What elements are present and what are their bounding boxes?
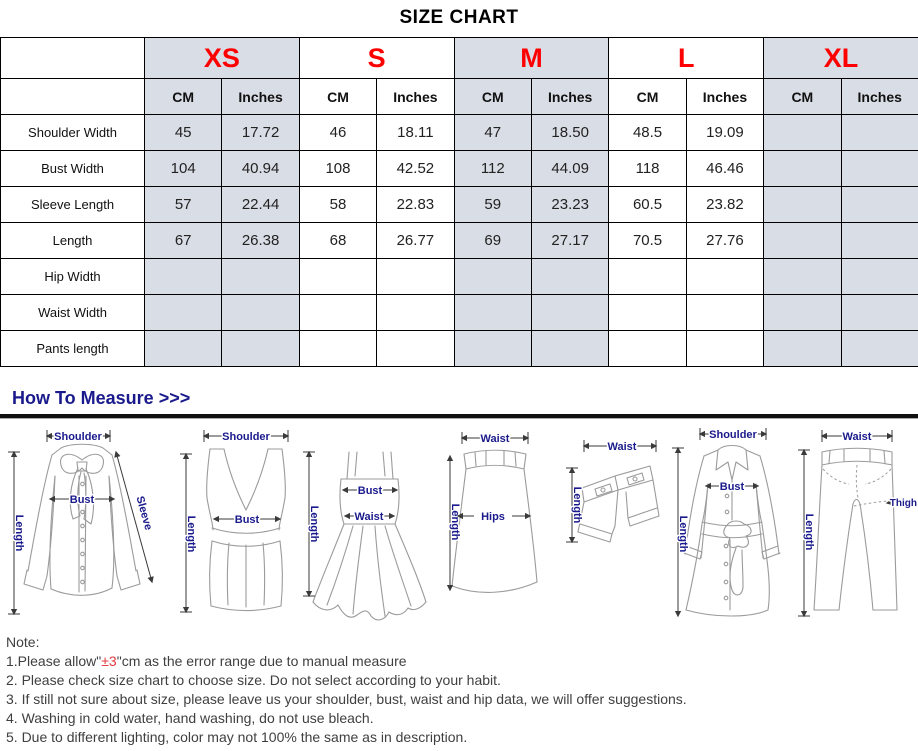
corner-cell — [1, 38, 145, 79]
value-cell — [222, 295, 299, 331]
value-cell — [377, 331, 454, 367]
skirt-length-label: Length — [449, 503, 461, 541]
note-line-1: 1.Please allow"±3"cm as the error range due to manual measure — [6, 653, 407, 669]
value-cell — [841, 115, 918, 151]
size-header-xs: XS — [145, 38, 300, 79]
note-line-5: 5. Due to different lighting, color may not 100% the same as in description. — [6, 729, 468, 745]
table-row — [1, 295, 918, 331]
value-cell: 57 — [145, 187, 222, 223]
value-cell: 67 — [145, 223, 222, 259]
value-cell — [222, 331, 299, 367]
note-line-4: 4. Washing in cold water, hand washing, do not use bleach. — [6, 710, 374, 726]
blouse-drawing — [0, 424, 172, 624]
notes-title: Note: — [6, 634, 40, 650]
shorts-figure — [542, 424, 662, 624]
tank-top-figure — [172, 424, 297, 624]
row-label: Length — [1, 223, 145, 259]
value-cell — [609, 331, 686, 367]
value-cell: 19.09 — [686, 115, 763, 151]
unit-header-cm: CM — [454, 79, 531, 115]
value-cell: 23.82 — [686, 187, 763, 223]
value-cell — [764, 259, 841, 295]
value-cell — [609, 259, 686, 295]
value-cell: 48.5 — [609, 115, 686, 151]
unit-header-cm: CM — [764, 79, 841, 115]
row-label: Waist Width — [1, 295, 145, 331]
value-cell: 60.5 — [609, 187, 686, 223]
value-cell — [764, 151, 841, 187]
unit-header-row — [1, 79, 918, 115]
how-to-measure-heading: How To Measure >>> — [12, 388, 191, 408]
value-cell: 27.76 — [686, 223, 763, 259]
unit-header-inches: Inches — [841, 79, 918, 115]
value-cell — [454, 331, 531, 367]
table-row — [1, 115, 918, 151]
value-cell — [531, 331, 608, 367]
unit-header-inches: Inches — [531, 79, 608, 115]
value-cell: 42.52 — [377, 151, 454, 187]
size-header-row — [1, 38, 918, 79]
page-title: SIZE CHART — [399, 7, 519, 28]
value-cell — [222, 259, 299, 295]
blouse-shoulder-label: Shoulder — [54, 431, 102, 443]
value-cell: 45 — [145, 115, 222, 151]
value-cell — [764, 223, 841, 259]
coat-figure — [662, 424, 792, 624]
table-row — [1, 151, 918, 187]
dress-waist-label: Waist — [354, 511, 384, 523]
value-cell — [841, 187, 918, 223]
value-cell: 18.11 — [377, 115, 454, 151]
value-cell: 58 — [299, 187, 376, 223]
value-cell: 17.72 — [222, 115, 299, 151]
value-cell — [764, 187, 841, 223]
value-cell: 22.44 — [222, 187, 299, 223]
value-cell — [377, 295, 454, 331]
value-cell — [454, 259, 531, 295]
value-cell: 40.94 — [222, 151, 299, 187]
value-cell: 46.46 — [686, 151, 763, 187]
value-cell — [531, 259, 608, 295]
value-cell: 70.5 — [609, 223, 686, 259]
value-cell — [841, 151, 918, 187]
table-row — [1, 331, 918, 367]
skirt-drawing — [442, 424, 542, 624]
size-header-l: L — [609, 38, 764, 79]
coat-bust-label: Bust — [719, 481, 745, 493]
unit-header-cm: CM — [299, 79, 376, 115]
value-cell — [764, 331, 841, 367]
dress-figure — [297, 424, 442, 624]
size-header-xl: XL — [764, 38, 918, 79]
value-cell — [764, 115, 841, 151]
value-cell: 47 — [454, 115, 531, 151]
pants-thigh-label: Thigh — [889, 498, 917, 509]
pants-length-label: Length — [803, 513, 815, 551]
value-cell — [377, 259, 454, 295]
tank-top-drawing — [172, 424, 297, 624]
value-cell — [299, 295, 376, 331]
tank-length-label: Length — [185, 515, 197, 553]
value-cell — [841, 331, 918, 367]
skirt-hips-label: Hips — [481, 511, 505, 523]
pants-figure — [792, 424, 918, 624]
value-cell: 104 — [145, 151, 222, 187]
value-cell — [686, 295, 763, 331]
pants-drawing — [792, 424, 918, 624]
table-row — [1, 259, 918, 295]
unit-header-inches: Inches — [377, 79, 454, 115]
value-cell — [686, 259, 763, 295]
coat-shoulder-label: Shoulder — [709, 429, 757, 441]
blouse-sleeve-label: Sleeve — [133, 494, 155, 532]
row-label: Sleeve Length — [1, 187, 145, 223]
value-cell: 112 — [454, 151, 531, 187]
blouse-length-label: Length — [13, 514, 25, 552]
value-cell: 23.23 — [531, 187, 608, 223]
value-cell: 26.38 — [222, 223, 299, 259]
unit-header-inches: Inches — [686, 79, 763, 115]
value-cell: 46 — [299, 115, 376, 151]
skirt-waist-label: Waist — [480, 433, 510, 445]
value-cell — [299, 331, 376, 367]
measurement-figures — [0, 424, 918, 624]
blouse-bust-label: Bust — [69, 494, 95, 506]
table-row — [1, 223, 918, 259]
unit-header-inches: Inches — [222, 79, 299, 115]
value-cell: 69 — [454, 223, 531, 259]
value-cell: 68 — [299, 223, 376, 259]
value-cell — [841, 223, 918, 259]
shorts-length-label: Length — [571, 486, 583, 524]
row-label: Hip Width — [1, 259, 145, 295]
skirt-figure — [442, 424, 542, 624]
value-cell: 27.17 — [531, 223, 608, 259]
dress-length-label: Length — [308, 505, 320, 543]
notes-block — [6, 633, 918, 747]
value-cell: 44.09 — [531, 151, 608, 187]
tank-bust-label: Bust — [234, 514, 260, 526]
value-cell: 59 — [454, 187, 531, 223]
value-cell — [299, 259, 376, 295]
value-cell — [686, 331, 763, 367]
unit-header-cm: CM — [145, 79, 222, 115]
size-header-s: S — [299, 38, 454, 79]
tank-shoulder-label: Shoulder — [222, 431, 270, 443]
size-header-m: M — [454, 38, 609, 79]
divider-rule — [0, 414, 918, 419]
row-label: Pants length — [1, 331, 145, 367]
value-cell — [145, 295, 222, 331]
value-cell — [841, 295, 918, 331]
value-cell: 26.77 — [377, 223, 454, 259]
value-cell — [454, 295, 531, 331]
note-line-2: 2. Please check size chart to choose size. Do not select according to your habit. — [6, 672, 501, 688]
value-cell — [764, 295, 841, 331]
value-cell — [609, 295, 686, 331]
value-cell: 118 — [609, 151, 686, 187]
dress-drawing — [297, 424, 442, 624]
value-cell — [531, 295, 608, 331]
dress-bust-label: Bust — [357, 485, 383, 497]
note-highlight: ±3 — [101, 653, 117, 669]
row-label: Shoulder Width — [1, 115, 145, 151]
unit-header-cm: CM — [609, 79, 686, 115]
value-cell: 22.83 — [377, 187, 454, 223]
value-cell — [841, 259, 918, 295]
size-chart-table — [0, 37, 918, 367]
corner-cell — [1, 79, 145, 115]
coat-drawing — [662, 424, 792, 624]
coat-length-label: Length — [677, 515, 689, 553]
value-cell — [145, 259, 222, 295]
blouse-figure — [0, 424, 172, 624]
pants-waist-label: Waist — [842, 431, 872, 443]
value-cell: 108 — [299, 151, 376, 187]
row-label: Bust Width — [1, 151, 145, 187]
shorts-waist-label: Waist — [607, 441, 637, 453]
table-row — [1, 187, 918, 223]
shorts-drawing — [542, 424, 662, 624]
value-cell — [145, 331, 222, 367]
note-line-3: 3. If still not sure about size, please leave us your shoulder, bust, waist and hip data, we will offer suggestions. — [6, 691, 687, 707]
value-cell: 18.50 — [531, 115, 608, 151]
